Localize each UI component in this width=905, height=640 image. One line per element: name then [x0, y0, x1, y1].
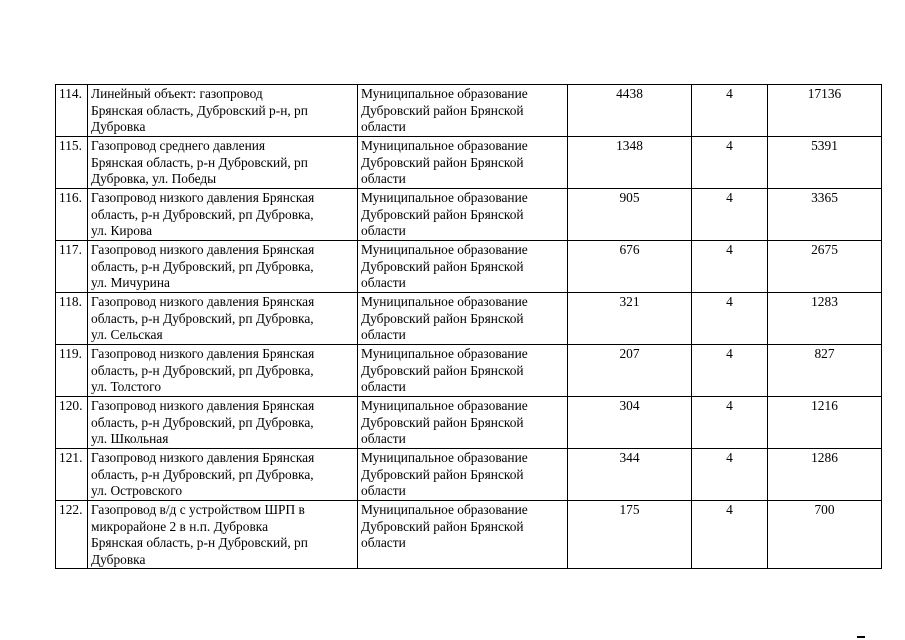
owner-line: Дубровский район Брянской: [361, 466, 524, 482]
length-cell: 1348: [568, 137, 692, 189]
owner-line: Дубровский район Брянской: [361, 154, 524, 170]
object-name-line: Газопровод среднего давления: [91, 138, 266, 153]
object-name-cell: [88, 241, 358, 293]
value-cell: 3365: [768, 189, 882, 241]
object-name-cell: [88, 397, 358, 449]
owner-line: области: [361, 119, 406, 135]
object-name-line: ул. Сельская: [91, 327, 163, 343]
length-cell: 207: [568, 345, 692, 397]
row-number-cell: 118.: [56, 293, 88, 345]
object-name-line: область, р-н Дубровский, рп Дубровка,: [91, 414, 314, 430]
class-cell: 4: [692, 85, 768, 137]
object-name-cell: [88, 85, 358, 137]
class-cell: 4: [692, 501, 768, 569]
owner-line: Муниципальное образование: [361, 398, 528, 413]
object-name-line: Газопровод низкого давления Брянская: [91, 190, 315, 205]
length-cell: 321: [568, 293, 692, 345]
table-row: [56, 501, 882, 569]
object-name-line: ул. Островского: [91, 483, 183, 499]
owner-line: Дубровский район Брянской: [361, 414, 524, 430]
owner-cell: [358, 241, 568, 293]
value-cell: 17136: [768, 85, 882, 137]
owner-line: области: [361, 275, 406, 291]
value-cell: 1286: [768, 449, 882, 501]
object-name-line: область, р-н Дубровский, рп Дубровка,: [91, 362, 314, 378]
table-row: [56, 345, 882, 397]
owner-line: области: [361, 171, 406, 187]
length-cell: 304: [568, 397, 692, 449]
owner-line: области: [361, 431, 406, 447]
object-name-line: Газопровод низкого давления Брянская: [91, 242, 315, 257]
class-cell: 4: [692, 345, 768, 397]
object-name-line: область, р-н Дубровский, рп Дубровка,: [91, 206, 314, 222]
value-cell: 1216: [768, 397, 882, 449]
owner-cell: [358, 189, 568, 241]
object-name-line: Газопровод низкого давления Брянская: [91, 346, 315, 361]
owner-line: Дубровский район Брянской: [361, 102, 524, 118]
object-name-line: область, р-н Дубровский, рп Дубровка,: [91, 258, 314, 274]
object-name-line: Дубровка: [91, 551, 146, 567]
object-name-line: Брянская область, р-н Дубровский, рп: [91, 535, 308, 551]
object-name-cell: [88, 345, 358, 397]
owner-line: Муниципальное образование: [361, 450, 528, 465]
owner-line: области: [361, 483, 406, 499]
owner-line: Дубровский район Брянской: [361, 258, 524, 274]
object-name-line: Брянская область, Дубровский р-н, рп: [91, 102, 308, 118]
row-number-cell: 114.: [56, 85, 88, 137]
value-cell: 827: [768, 345, 882, 397]
table-body: [56, 85, 882, 569]
owner-cell: [358, 449, 568, 501]
owner-cell: [358, 501, 568, 569]
page-edge-mark: [857, 636, 865, 638]
owner-line: Дубровский район Брянской: [361, 206, 524, 222]
owner-line: Дубровский район Брянской: [361, 518, 524, 534]
object-name-line: область, р-н Дубровский, рп Дубровка,: [91, 466, 314, 482]
owner-line: области: [361, 379, 406, 395]
length-cell: 344: [568, 449, 692, 501]
class-cell: 4: [692, 189, 768, 241]
object-name-cell: [88, 137, 358, 189]
length-cell: 905: [568, 189, 692, 241]
row-number-cell: 119.: [56, 345, 88, 397]
owner-cell: [358, 293, 568, 345]
row-number-cell: 121.: [56, 449, 88, 501]
class-cell: 4: [692, 137, 768, 189]
object-name-line: Дубровка, ул. Победы: [91, 171, 217, 187]
class-cell: 4: [692, 449, 768, 501]
length-cell: 4438: [568, 85, 692, 137]
object-name-line: Газопровод низкого давления Брянская: [91, 294, 315, 309]
row-number-cell: 116.: [56, 189, 88, 241]
value-cell: 2675: [768, 241, 882, 293]
row-number-cell: 120.: [56, 397, 88, 449]
owner-line: Муниципальное образование: [361, 346, 528, 361]
property-table: [55, 84, 882, 569]
object-name-line: Газопровод низкого давления Брянская: [91, 398, 315, 413]
class-cell: 4: [692, 293, 768, 345]
length-cell: 676: [568, 241, 692, 293]
object-name-cell: [88, 449, 358, 501]
table-row: [56, 137, 882, 189]
owner-line: Муниципальное образование: [361, 86, 528, 101]
owner-line: области: [361, 223, 406, 239]
owner-line: области: [361, 535, 406, 551]
owner-line: Муниципальное образование: [361, 242, 528, 257]
owner-line: Муниципальное образование: [361, 138, 528, 153]
value-cell: 1283: [768, 293, 882, 345]
object-name-cell: [88, 501, 358, 569]
value-cell: 5391: [768, 137, 882, 189]
row-number-cell: 122.: [56, 501, 88, 569]
owner-line: Дубровский район Брянской: [361, 362, 524, 378]
table-row: [56, 189, 882, 241]
class-cell: 4: [692, 241, 768, 293]
object-name-cell: [88, 293, 358, 345]
object-name-line: Линейный объект: газопровод: [91, 86, 263, 101]
value-cell: 700: [768, 501, 882, 569]
owner-line: Муниципальное образование: [361, 190, 528, 205]
table-row: [56, 85, 882, 137]
table-row: [56, 449, 882, 501]
row-number-cell: 115.: [56, 137, 88, 189]
row-number-cell: 117.: [56, 241, 88, 293]
object-name-line: область, р-н Дубровский, рп Дубровка,: [91, 310, 314, 326]
table-row: [56, 293, 882, 345]
object-name-line: микрорайоне 2 в н.п. Дубровка: [91, 518, 269, 534]
table-row: [56, 397, 882, 449]
class-cell: 4: [692, 397, 768, 449]
owner-line: Дубровский район Брянской: [361, 310, 524, 326]
owner-cell: [358, 345, 568, 397]
owner-cell: [358, 85, 568, 137]
object-name-line: ул. Школьная: [91, 431, 169, 447]
owner-line: Муниципальное образование: [361, 294, 528, 309]
length-cell: 175: [568, 501, 692, 569]
owner-line: области: [361, 327, 406, 343]
object-name-cell: [88, 189, 358, 241]
object-name-line: ул. Кирова: [91, 223, 153, 239]
object-name-line: ул. Толстого: [91, 379, 162, 395]
object-name-line: ул. Мичурина: [91, 275, 170, 291]
owner-cell: [358, 397, 568, 449]
object-name-line: Газопровод низкого давления Брянская: [91, 450, 315, 465]
owner-cell: [358, 137, 568, 189]
object-name-line: Дубровка: [91, 119, 146, 135]
owner-line: Муниципальное образование: [361, 502, 528, 517]
object-name-line: Брянская область, р-н Дубровский, рп: [91, 154, 308, 170]
object-name-line: Газопровод в/д с устройством ШРП в: [91, 502, 305, 517]
table-row: [56, 241, 882, 293]
